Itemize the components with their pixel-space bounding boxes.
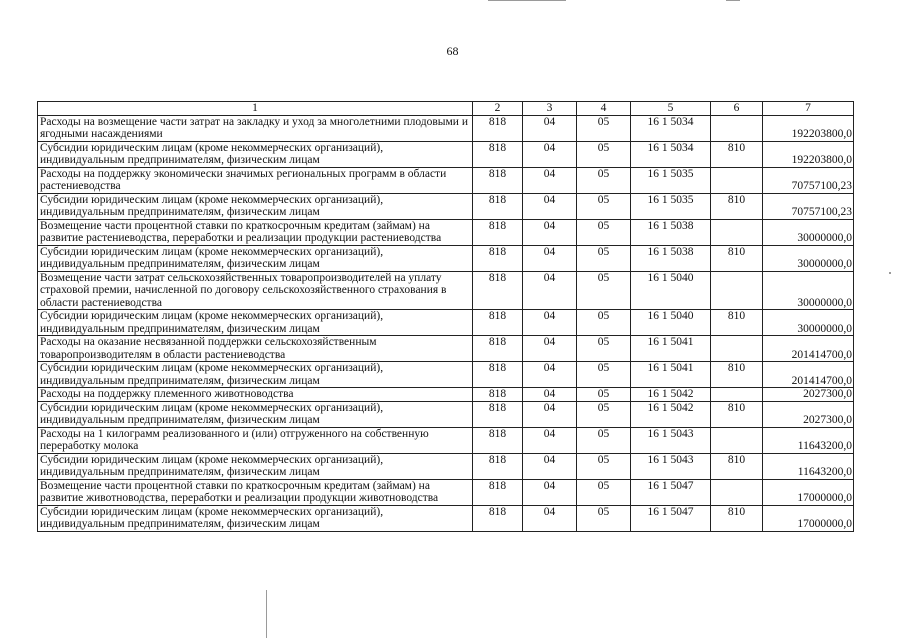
ministry-code: 818	[473, 310, 523, 336]
table-row	[38, 141, 854, 167]
item-name: Возмещение части затрат сельскохозяйственных товаропроизводителей на уплату страховой премии, начисленной по договору сельскохозяйственного страхования в области растениеводства	[38, 271, 473, 310]
column-header: 7	[763, 102, 854, 116]
section-code: 04	[523, 310, 577, 336]
amount: 2027300,0	[763, 401, 854, 427]
table-row	[38, 362, 854, 388]
ministry-code: 818	[473, 141, 523, 167]
amount: 192203800,0	[763, 141, 854, 167]
amount: 11643200,0	[763, 453, 854, 479]
target-article-code: 16 1 5047	[631, 479, 711, 505]
expense-type-code	[711, 167, 763, 193]
subsection-code: 05	[577, 141, 631, 167]
subsection-code: 05	[577, 453, 631, 479]
subsection-code: 05	[577, 167, 631, 193]
section-code: 04	[523, 388, 577, 402]
item-name: Расходы на поддержку племенного животноводства	[38, 388, 473, 402]
item-name: Расходы на поддержку экономически значимых региональных программ в области растениеводства	[38, 167, 473, 193]
section-code: 04	[523, 401, 577, 427]
subsection-code: 05	[577, 362, 631, 388]
expense-type-code	[711, 336, 763, 362]
subsection-code: 05	[577, 479, 631, 505]
item-name: Субсидии юридическим лицам (кроме некоммерческих организаций), индивидуальным предпринимателям, физическим лицам	[38, 453, 473, 479]
table-row	[38, 310, 854, 336]
amount: 11643200,0	[763, 427, 854, 453]
expense-type-code	[711, 115, 763, 141]
ministry-code: 818	[473, 115, 523, 141]
target-article-code: 16 1 5040	[631, 310, 711, 336]
expense-type-code	[711, 219, 763, 245]
expense-type-code: 810	[711, 141, 763, 167]
target-article-code: 16 1 5042	[631, 388, 711, 402]
subsection-code: 05	[577, 271, 631, 310]
amount: 30000000,0	[763, 245, 854, 271]
table-row	[38, 271, 854, 310]
amount: 17000000,0	[763, 479, 854, 505]
table-row	[38, 245, 854, 271]
section-code: 04	[523, 479, 577, 505]
section-code: 04	[523, 193, 577, 219]
expense-type-code	[711, 427, 763, 453]
amount: 2027300,0	[763, 388, 854, 402]
section-code: 04	[523, 219, 577, 245]
item-name: Расходы на оказание несвязанной поддержки сельскохозяйственным товаропроизводителям в области растениеводства	[38, 336, 473, 362]
amount: 70757100,23	[763, 193, 854, 219]
target-article-code: 16 1 5047	[631, 505, 711, 531]
ministry-code: 818	[473, 193, 523, 219]
section-code: 04	[523, 141, 577, 167]
ministry-code: 818	[473, 505, 523, 531]
target-article-code: 16 1 5041	[631, 336, 711, 362]
target-article-code: 16 1 5035	[631, 193, 711, 219]
table-row	[38, 115, 854, 141]
item-name: Расходы на 1 килограмм реализованного и (или) отгруженного на собственную переработку молока	[38, 427, 473, 453]
target-article-code: 16 1 5043	[631, 453, 711, 479]
ministry-code: 818	[473, 388, 523, 402]
item-name: Субсидии юридическим лицам (кроме некоммерческих организаций), индивидуальным предпринимателям, физическим лицам	[38, 193, 473, 219]
table-header-row	[38, 102, 854, 116]
amount: 17000000,0	[763, 505, 854, 531]
table-row	[38, 193, 854, 219]
ministry-code: 818	[473, 271, 523, 310]
section-code: 04	[523, 427, 577, 453]
expense-type-code: 810	[711, 453, 763, 479]
target-article-code: 16 1 5042	[631, 401, 711, 427]
section-code: 04	[523, 362, 577, 388]
column-header: 4	[577, 102, 631, 116]
expense-type-code: 810	[711, 245, 763, 271]
section-code: 04	[523, 453, 577, 479]
ministry-code: 818	[473, 245, 523, 271]
subsection-code: 05	[577, 427, 631, 453]
amount: 192203800,0	[763, 115, 854, 141]
table-row	[38, 453, 854, 479]
subsection-code: 05	[577, 219, 631, 245]
subsection-code: 05	[577, 115, 631, 141]
item-name: Субсидии юридическим лицам (кроме некоммерческих организаций), индивидуальным предпринимателям, физическим лицам	[38, 310, 473, 336]
subsection-code: 05	[577, 193, 631, 219]
table-row	[38, 401, 854, 427]
item-name: Субсидии юридическим лицам (кроме некоммерческих организаций), индивидуальным предпринимателям, физическим лицам	[38, 245, 473, 271]
ministry-code: 818	[473, 427, 523, 453]
expense-type-code: 810	[711, 362, 763, 388]
table-row	[38, 336, 854, 362]
expense-type-code: 810	[711, 193, 763, 219]
subsection-code: 05	[577, 336, 631, 362]
item-name: Возмещение части процентной ставки по краткосрочным кредитам (займам) на развитие растениеводства, переработки и реализации продукции растениеводства	[38, 219, 473, 245]
amount: 201414700,0	[763, 362, 854, 388]
scan-mark-right-dot	[889, 272, 891, 274]
section-code: 04	[523, 115, 577, 141]
ministry-code: 818	[473, 362, 523, 388]
item-name: Возмещение части процентной ставки по краткосрочным кредитам (займам) на развитие животноводства, переработки и реализации продукции животноводства	[38, 479, 473, 505]
table-row	[38, 388, 854, 402]
expense-type-code	[711, 479, 763, 505]
target-article-code: 16 1 5035	[631, 167, 711, 193]
page-number: 68	[446, 44, 459, 58]
ministry-code: 818	[473, 167, 523, 193]
item-name: Субсидии юридическим лицам (кроме некоммерческих организаций), индивидуальным предпринимателям, физическим лицам	[38, 505, 473, 531]
table-row	[38, 479, 854, 505]
target-article-code: 16 1 5038	[631, 245, 711, 271]
subsection-code: 05	[577, 310, 631, 336]
subsection-code: 05	[577, 505, 631, 531]
column-header: 3	[523, 102, 577, 116]
ministry-code: 818	[473, 401, 523, 427]
subsection-code: 05	[577, 401, 631, 427]
section-code: 04	[523, 336, 577, 362]
scan-mark-top-right	[726, 0, 740, 1]
amount: 30000000,0	[763, 219, 854, 245]
ministry-code: 818	[473, 219, 523, 245]
scan-mark-vertical-lower	[266, 590, 267, 638]
section-code: 04	[523, 505, 577, 531]
expense-type-code: 810	[711, 401, 763, 427]
subsection-code: 05	[577, 245, 631, 271]
column-header: 2	[473, 102, 523, 116]
amount: 201414700,0	[763, 336, 854, 362]
scan-mark-top	[488, 0, 566, 1]
target-article-code: 16 1 5034	[631, 115, 711, 141]
column-header: 1	[38, 102, 473, 116]
target-article-code: 16 1 5034	[631, 141, 711, 167]
section-code: 04	[523, 245, 577, 271]
amount: 70757100,23	[763, 167, 854, 193]
expense-type-code: 810	[711, 505, 763, 531]
subsection-code: 05	[577, 388, 631, 402]
table-row	[38, 427, 854, 453]
section-code: 04	[523, 271, 577, 310]
item-name: Субсидии юридическим лицам (кроме некоммерческих организаций), индивидуальным предпринимателям, физическим лицам	[38, 362, 473, 388]
target-article-code: 16 1 5040	[631, 271, 711, 310]
ministry-code: 818	[473, 336, 523, 362]
table-row	[38, 505, 854, 531]
item-name: Расходы на возмещение части затрат на закладку и уход за многолетними плодовыми и ягодными насаждениями	[38, 115, 473, 141]
amount: 30000000,0	[763, 271, 854, 310]
item-name: Субсидии юридическим лицам (кроме некоммерческих организаций), индивидуальным предпринимателям, физическим лицам	[38, 141, 473, 167]
expense-type-code	[711, 388, 763, 402]
ministry-code: 818	[473, 479, 523, 505]
budget-table	[37, 101, 854, 532]
item-name: Субсидии юридическим лицам (кроме некоммерческих организаций), индивидуальным предпринимателям, физическим лицам	[38, 401, 473, 427]
table-row	[38, 219, 854, 245]
table-row	[38, 167, 854, 193]
column-header: 6	[711, 102, 763, 116]
ministry-code: 818	[473, 453, 523, 479]
column-header: 5	[631, 102, 711, 116]
table-body	[38, 102, 854, 532]
target-article-code: 16 1 5038	[631, 219, 711, 245]
target-article-code: 16 1 5041	[631, 362, 711, 388]
expense-type-code: 810	[711, 310, 763, 336]
amount: 30000000,0	[763, 310, 854, 336]
target-article-code: 16 1 5043	[631, 427, 711, 453]
expense-type-code	[711, 271, 763, 310]
section-code: 04	[523, 167, 577, 193]
